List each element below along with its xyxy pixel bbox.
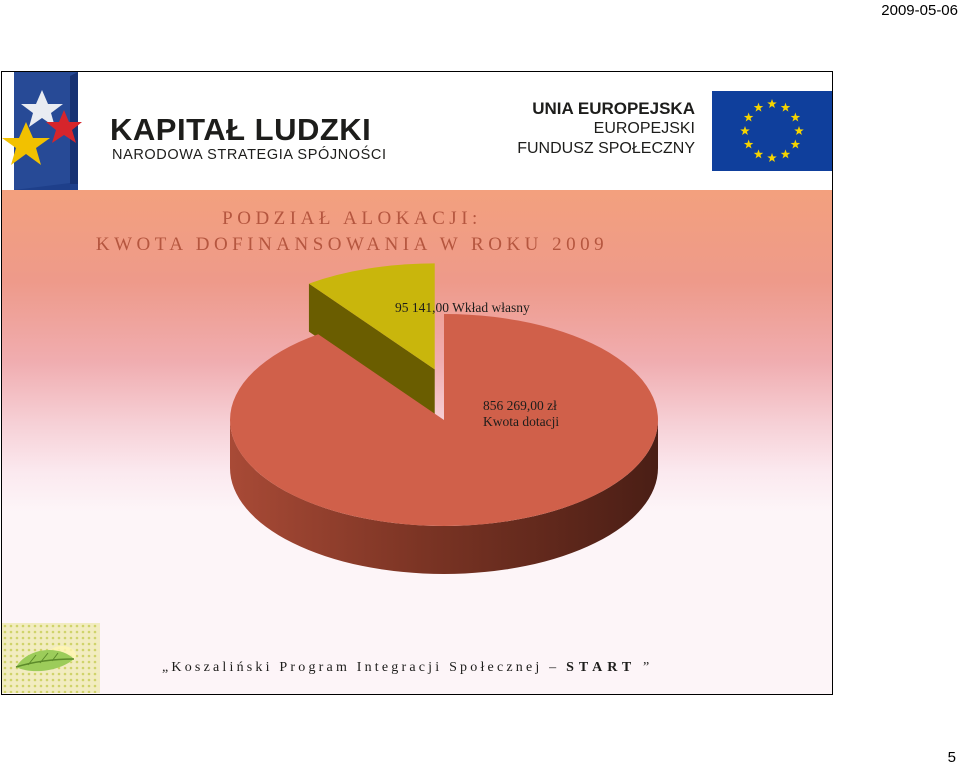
pie-chart — [2, 72, 832, 622]
page-number: 5 — [947, 749, 956, 766]
slide-title-line-2: KWOTA DOFINANSOWANIA W ROKU 2009 — [95, 234, 609, 255]
footer-program-label: „Koszaliński Program Integracji Społecznej – — [162, 660, 560, 675]
eu-european-label: EUROPEJSKI — [593, 120, 695, 137]
grant-amount-data-label: 856 269,00 zł — [483, 398, 557, 413]
footer-program-text — [162, 660, 652, 676]
slide-title-line-1: PODZIAŁ ALOKACJI: — [222, 208, 482, 229]
grant-name-data-label: Kwota dotacji — [483, 414, 560, 429]
eu-union-label: UNIA EUROPEJSKA — [532, 99, 695, 118]
eu-social-fund-label: FUNDUSZ SPOŁECZNY — [517, 140, 695, 157]
own-contribution-data-label: 95 141,00 Wkład własny — [395, 300, 530, 315]
kapital-ludzki-subtitle: NARODOWA STRATEGIA SPÓJNOŚCI — [112, 147, 387, 163]
slide — [1, 71, 833, 695]
page-date: 2009-05-06 — [881, 2, 958, 19]
grant-slice — [230, 314, 658, 526]
footer-program-name: START — [566, 660, 637, 675]
kapital-ludzki-title: KAPITAŁ LUDZKI — [110, 112, 372, 147]
leaf-logo-icon — [2, 623, 100, 693]
footer-closing-quote: ” — [642, 660, 653, 675]
